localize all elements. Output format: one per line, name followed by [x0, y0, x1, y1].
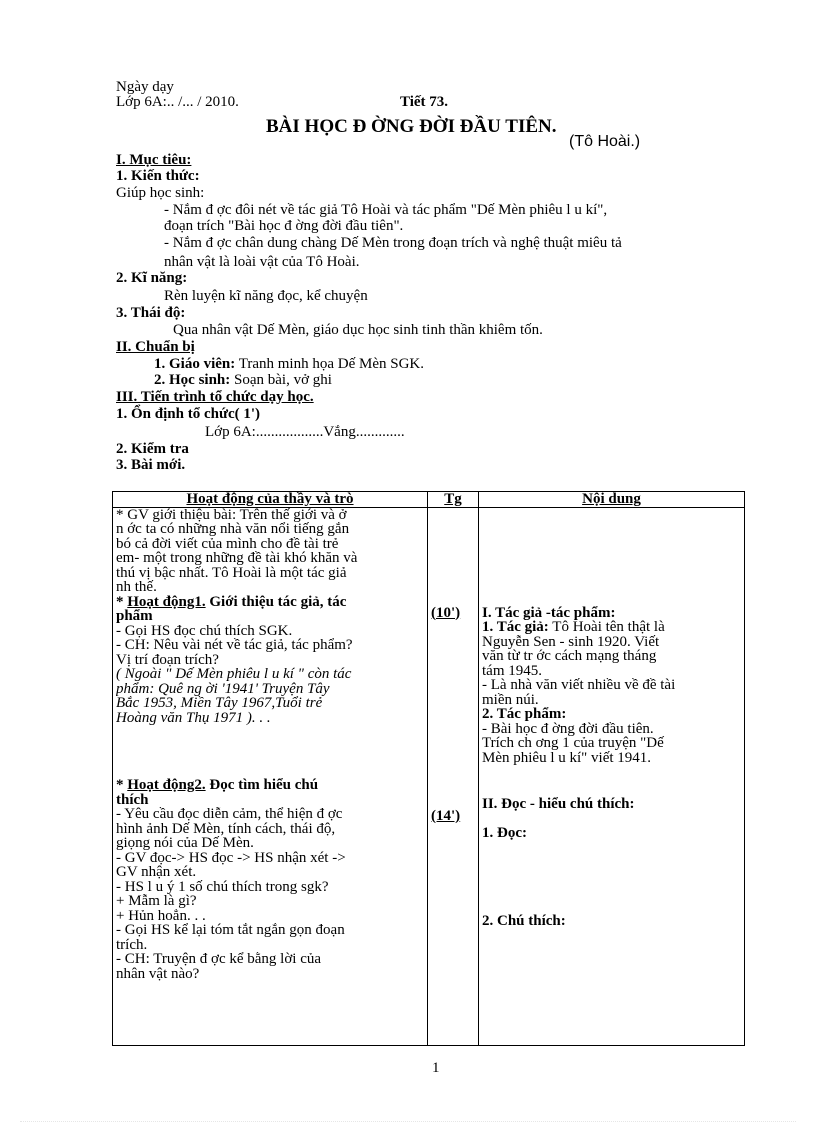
content-1-line: Trích ch ơng 1 của truyện "Dế: [482, 735, 664, 751]
activity-2-line: - HS l u ý 1 số chú thích trong sgk?: [116, 878, 329, 895]
content-2-notes: 2. Chú thích:: [482, 913, 566, 929]
activity-1-time: (10'): [431, 604, 461, 621]
student-text: Soạn bài, vở ghi: [230, 372, 332, 388]
page-number: 1: [432, 1060, 440, 1076]
attitude-text: Qua nhân vật Dế Mèn, giáo dục học sinh tinh thần khiêm tốn.: [173, 322, 543, 338]
content-1-line: Mèn phiêu l u kí" viết 1941.: [482, 749, 652, 766]
lesson-table: [112, 491, 745, 1046]
col-content-label: Nội dung: [582, 491, 641, 507]
content-cell: [479, 507, 745, 1045]
preparation-student: [154, 373, 332, 388]
activity-2-title-b: thích: [116, 791, 149, 808]
activity-2-line: nhân vật nào?: [116, 965, 200, 982]
content-1-line: - Là nhà văn viết nhiều về đề tài: [482, 677, 676, 693]
process-step-2: 2. Kiểm tra: [116, 441, 189, 457]
intro-line: nh thế.: [116, 579, 157, 595]
preparation-teacher: [154, 357, 424, 372]
activity-2-star: *: [116, 777, 124, 793]
activity-1-line: - CH: Nêu vài nét về tác giả, tác phẩm?: [116, 637, 353, 653]
activity-2-line: trích.: [116, 936, 148, 953]
knowledge-item-2a: - Nắm đ ợc chân dung chàng Dế Mèn trong đoạn trích và nghệ thuật miêu tả: [164, 235, 622, 251]
process-heading: III. Tiến trình tổ chức dạy học.: [116, 389, 314, 405]
knowledge-item-2b: nhân vật là loài vật của Tô Hoài.: [164, 254, 360, 270]
activity-2-line: + Mẫm là gì?: [116, 893, 197, 909]
date-label: Ngày dạy: [116, 79, 174, 95]
process-step-1: 1. Ổn định tổ chức( 1'): [116, 406, 261, 422]
col-activity-label: Hoạt động của thầy và trò: [186, 491, 354, 507]
author-text-a: Tô Hoài tên thật là: [548, 619, 665, 635]
attendance-line: Lớp 6A:..................Vắng.............: [205, 424, 405, 440]
intro-line: bó cả đời viết của mình cho đề tài trẻ: [116, 535, 339, 552]
content-1-heading: I. Tác giả -tác phẩm:: [482, 604, 616, 621]
activity-1-star: *: [116, 593, 124, 610]
lesson-title: BÀI HỌC Đ ỜNG ĐỜI ĐẦU TIÊN.: [266, 116, 557, 137]
activity-2-line: GV nhận xét.: [116, 864, 197, 880]
knowledge-item-1a: - Nắm đ ợc đôi nét về tác giả Tô Hoài và tác phẩm "Dế Mèn phiêu l u kí",: [164, 202, 608, 218]
knowledge-heading: 1. Kiến thức:: [116, 168, 200, 184]
activity-2-line: - Gọi HS kể lại tóm tắt ngắn gọn đoạn: [116, 922, 345, 938]
knowledge-item-1b: đoạn trích "Bài học đ ờng đời đầu tiên".: [164, 218, 404, 234]
intro-line: em- một trong những đề tài khó khăn và: [116, 550, 358, 566]
activity-1-note: Hoàng văn Thụ 1971 ). . .: [116, 709, 271, 726]
content-2-heading: II. Đọc - hiểu chú thích:: [482, 796, 635, 812]
content-1-line: - Bài học đ ờng đời đầu tiên.: [482, 720, 654, 737]
activity-1-title: [116, 595, 424, 610]
time-cell: [428, 507, 479, 1045]
activity-1-title-b: phẩm: [116, 608, 153, 624]
content-2-read: 1. Đọc:: [482, 824, 527, 841]
activity-1-line: Vị trí đoạn trích?: [116, 651, 219, 668]
activity-1-note: ( Ngoài " Dế Mèn phiêu l u kí " còn tác: [116, 666, 352, 682]
class-date: Lớp 6A:.. /... / 2010.: [116, 94, 239, 110]
skills-heading: 2. Kĩ năng:: [116, 270, 188, 286]
activity-1-line: - Gọi HS đọc chú thích SGK.: [116, 622, 293, 639]
content-1-line: Nguyễn Sen - sinh 1920. Viết: [482, 633, 660, 650]
teacher-text: Tranh minh họa Dế Mèn SGK.: [235, 356, 425, 372]
activity-2-line: - Yêu cầu đọc diễn cảm, thể hiện đ ợc: [116, 806, 343, 822]
process-step-3: 3. Bài mới.: [116, 457, 186, 473]
knowledge-intro: Giúp học sinh:: [116, 185, 205, 201]
content-1-author: [482, 620, 741, 635]
activity-2-title-a: Đọc tìm hiểu chú: [205, 777, 319, 793]
skills-text: Rèn luyện kĩ năng đọc, kể chuyện: [164, 288, 368, 304]
objectives-heading: I. Mục tiêu:: [116, 152, 192, 168]
activity-2-line: giọng nói của Dế Mèn.: [116, 835, 254, 851]
activity-2-line: hình ảnh Dế Mèn, tính cách, thái độ,: [116, 820, 336, 837]
content-1-line: tám 1945.: [482, 662, 542, 679]
student-label: 2. Học sinh:: [154, 372, 231, 388]
col-content-header: [479, 492, 745, 508]
preparation-heading: II. Chuẩn bị: [116, 339, 195, 355]
work-label: 2. Tác phẩm:: [482, 706, 567, 722]
activity-2-line: - GV đọc-> HS đọc -> HS nhận xét ->: [116, 849, 346, 866]
col-time-label: Tg: [444, 491, 462, 507]
activity-2-line: + Hủn hoẳn. . .: [116, 907, 206, 924]
teacher-label: 1. Giáo viên:: [154, 356, 236, 372]
author-label: 1. Tác giả:: [482, 619, 549, 635]
lesson-author: (Tô Hoài.): [569, 133, 641, 150]
activity-2-time: (14'): [431, 808, 461, 824]
activity-2-title: [116, 778, 424, 793]
activity-1-note: phẩm: Quê ng ời '1941' Truyện Tây: [116, 680, 330, 697]
content-1-line: văn từ tr ớc cách mạng tháng: [482, 648, 657, 664]
activity-1-title-a: Giới thiệu tác giả, tác: [205, 593, 347, 610]
content-1-line: miền núi.: [482, 691, 539, 708]
col-activity-header: [113, 492, 428, 508]
intro-line: n ớc ta có những nhà văn nổi tiếng gắn: [116, 521, 350, 537]
activity-1-label: Hoạt động1.: [127, 593, 206, 610]
intro-line: * GV giới thiệu bài: Trên thế giới và ở: [116, 507, 347, 523]
activity-1-note: Bắc 1953, Miền Tây 1967,Tuổi trẻ: [116, 695, 323, 711]
page-divider: [20, 1121, 796, 1122]
col-time-header: [428, 492, 479, 508]
intro-line: thú vị bậc nhất. Tô Hoài là một tác giả: [116, 564, 347, 581]
activity-2-label: Hoạt động2.: [127, 777, 206, 793]
activity-cell: [113, 507, 428, 1045]
attitude-heading: 3. Thái độ:: [116, 305, 186, 321]
period-number: Tiết 73.: [400, 94, 449, 110]
activity-2-line: - CH: Truyện đ ợc kể bằng lời của: [116, 951, 322, 967]
